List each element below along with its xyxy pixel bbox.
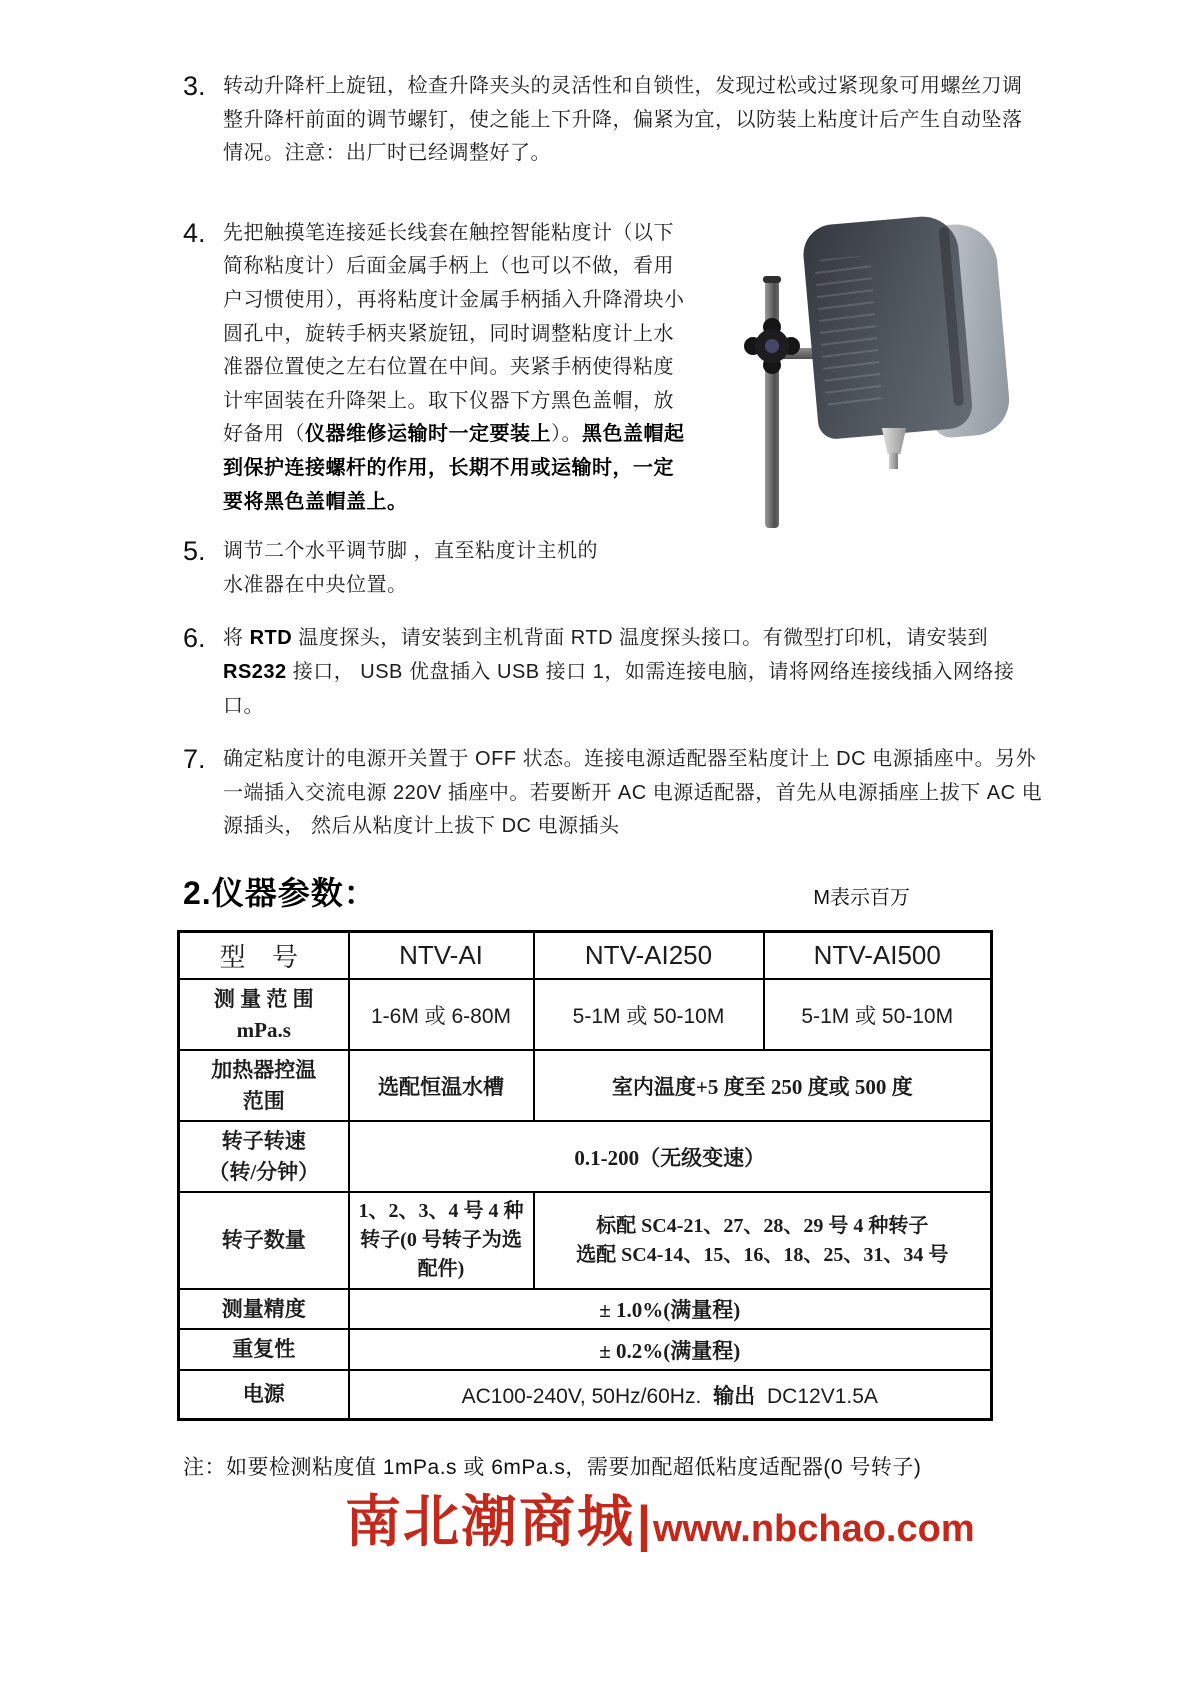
row-label-line1: 加热器控温 [211, 1058, 317, 1083]
cell: 1、2、3、4 号 4 种转子(0 号转子为选配件) [349, 1192, 534, 1289]
instruction-item-7 [183, 743, 1060, 844]
header-model-2: NTV-AI250 [534, 931, 764, 979]
item-text [223, 217, 693, 519]
instruction-item-5 [183, 535, 1060, 602]
row-label: 转子数量 [179, 1192, 349, 1289]
power-output-label: 输出 [713, 1383, 756, 1408]
table-row-repeatability [179, 1329, 992, 1369]
row-label: 测量精度 [179, 1289, 349, 1329]
item-number: 5. [183, 536, 206, 567]
text-run-bold: RTD [249, 627, 293, 650]
cell-line1: 标配 SC4-21、27、28、29 号 4 种转子 [596, 1214, 929, 1237]
item-text [223, 535, 598, 602]
instruction-item-3 [183, 70, 1060, 171]
cell: 0.1-200（无级变速） [349, 1121, 992, 1192]
cell: 1-6M 或 6-80M [349, 979, 534, 1050]
table-row-power [179, 1370, 992, 1420]
header-model-3: NTV-AI500 [764, 931, 992, 979]
cell: 室内温度+5 度至 250 度或 500 度 [534, 1050, 992, 1121]
text-run: ）。 [551, 423, 582, 446]
cell [534, 1192, 992, 1289]
cell-line2: 选配 SC4-14、15、16、18、25、31、34 号 [576, 1243, 949, 1266]
table-row-heater [179, 1050, 992, 1121]
item-number: 6. [183, 623, 206, 654]
watermark-url: www.nbchao.com [653, 1508, 975, 1550]
header-model-1: NTV-AI [349, 931, 534, 979]
power-spec: AC100-240V, 50Hz/60Hz. [461, 1384, 702, 1408]
row-label [179, 1050, 349, 1121]
text-run: 调节二个水平调节脚 ，直至粘度计主机的 [223, 540, 599, 563]
text-run: 水准器在中央位置。 [223, 573, 408, 596]
stand-pole-cap [763, 276, 781, 283]
table-row-speed [179, 1121, 992, 1192]
row-label [179, 1121, 349, 1192]
row-label-line2: （转/分钟） [208, 1159, 320, 1184]
text-run: 转动升降杆上旋钮，检查升降夹头的灵活性和自锁性，发现过松或过紧现象可用螺丝刀调整升降杆前面的调节螺钉，使之能上下升降，偏紧为宜，以防装上粘度计后产生自动坠落情况。注意：出厂时已经调整好了。 [223, 75, 1023, 165]
cell: 选配恒温水槽 [349, 1050, 534, 1121]
row-label-line2: mPa.s [236, 1017, 291, 1042]
item-text [223, 743, 1053, 844]
viscometer-chuck-tip [889, 453, 898, 469]
table-header-row [179, 931, 992, 979]
watermark-brand: 南北潮商城 [345, 1490, 635, 1553]
table-row-accuracy [179, 1289, 992, 1329]
table-row-spindles [179, 1192, 992, 1289]
spec-table [177, 930, 993, 1422]
item-number: 4. [183, 217, 206, 248]
text-run: 确定粘度计的电源开关置于 OFF 状态。连接电源适配器至粘度计上 DC 电源插座中。另外一端插入交流电源 220V 插座中。若要断开 AC 电源适配器，首先从电源插座上拔下 AC 电源插头， 然后从粘度计上拔下 DC 电源插头 [223, 748, 1043, 838]
table-row-range [179, 979, 992, 1050]
row-label: 重复性 [179, 1329, 349, 1369]
instruction-item-6 [183, 622, 1060, 723]
text-run-bold: 黑色盖帽起到保护连接螺杆的作用，长期不用或运输时，一定要将黑色盖帽盖上。 [223, 423, 685, 513]
power-output-value: DC12V1.5A [767, 1384, 878, 1408]
text-run-bold: 仪器维修运输时一定要装上 [305, 423, 551, 446]
cell: 5-1M 或 50-10M [534, 979, 764, 1050]
header-model-label: 型 号 [179, 931, 349, 979]
viscometer-product-photo [710, 218, 1090, 538]
text-run: 温度探头，请安装到主机背面 RTD 温度探头接口。有微型打印机，请安装到 [292, 627, 989, 650]
item-number: 3. [183, 71, 206, 101]
cell: ± 0.2%(满量程) [349, 1329, 992, 1369]
viscometer-body-front [801, 214, 974, 441]
section-title: 2.仪器参数： [183, 874, 377, 911]
unit-note: M表示百万 [813, 886, 910, 909]
cell: ± 1.0%(满量程) [349, 1289, 992, 1329]
row-label: 电源 [179, 1370, 349, 1420]
section-heading-row [183, 868, 1060, 914]
text-run-bold: RS232 [223, 660, 287, 683]
cell: 5-1M 或 50-10M [764, 979, 992, 1050]
row-label-line1: 转子转速 [221, 1129, 306, 1154]
row-label-line1: 测 量 范 围 [213, 987, 314, 1012]
watermark [345, 1478, 975, 1558]
text-run: 将 [223, 627, 250, 650]
row-label [179, 979, 349, 1050]
viscometer-chuck [878, 428, 910, 454]
text-run: 接口， USB 优盘插入 USB 接口 1，如需连接电脑，请将网络连接线插入网络接口。 [223, 660, 1015, 717]
text-run: 先把触摸笔连接延长线套在触控智能粘度计（以下简称粘度计）后面金属手柄上（也可以不做，看用户习惯使用），再将粘度计金属手柄插入升降滑块小圆孔中，旋转手柄夹紧旋钮，同时调整粘度计上水准器位置使之左右位置在中间。夹紧手柄使得粘度计牢固装在升降架上。取下仪器下方黑色盖帽，放好备用（ [223, 221, 685, 446]
item-number: 7. [183, 744, 206, 775]
item-text [223, 70, 1023, 171]
row-label-line2: 范围 [242, 1088, 285, 1113]
cell [349, 1370, 992, 1420]
clamp-knob-icon [744, 318, 800, 379]
footnote: 注：如要检测粘度值 1mPa.s 或 6mPa.s，需要加配超低粘度适配器(0 号转子) [183, 1456, 922, 1480]
watermark-separator: | [637, 1496, 651, 1552]
item-text [223, 622, 1053, 723]
